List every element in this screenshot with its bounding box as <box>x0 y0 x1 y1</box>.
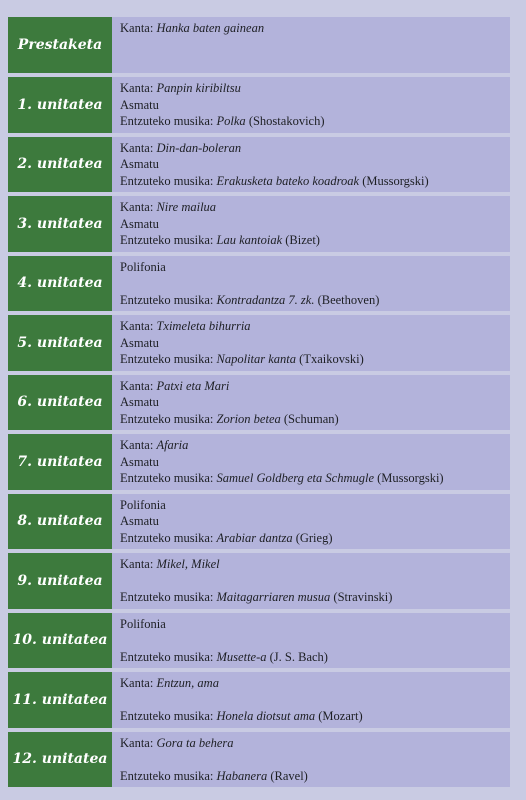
unit-label: 8. unitatea <box>8 494 112 550</box>
content-line: Entzuteko musika: Lau kantoiak (Bizet) <box>120 233 320 247</box>
unit-row <box>8 315 510 371</box>
unit-label: 5. unitatea <box>8 315 112 371</box>
unit-label: 6. unitatea <box>8 375 112 431</box>
unit-content <box>112 315 510 371</box>
unit-content <box>112 256 510 312</box>
unit-label: 1. unitatea <box>8 77 112 133</box>
unit-label: 9. unitatea <box>8 553 112 609</box>
content-line: Entzuteko musika: Musette-a (J. S. Bach) <box>120 649 328 664</box>
unit-content <box>112 17 510 73</box>
unit-label: 11. unitatea <box>8 672 112 728</box>
content-line: Asmatu <box>120 97 159 112</box>
unit-label: 4. unitatea <box>8 256 112 312</box>
content-line <box>120 632 510 649</box>
content-line <box>120 692 510 709</box>
content-line: Kanta: Din-dan-boleran <box>120 140 242 155</box>
content-line: Asmatu <box>120 454 159 469</box>
content-line: Kanta: Patxi eta Mari <box>120 378 230 393</box>
unit-content <box>112 375 510 431</box>
unit-label: 2. unitatea <box>8 137 112 193</box>
unit-content <box>112 137 510 193</box>
content-line: Entzuteko musika: Maitagarriaren musua (Stravinski) <box>120 590 393 604</box>
unit-row <box>8 434 510 490</box>
content-line: Kanta: Nire mailua <box>120 200 217 214</box>
unit-content <box>112 553 510 609</box>
content-line: Entzuteko musika: Honela diotsut ama (Mozart) <box>120 709 363 723</box>
content-line: Entzuteko musika: Erakusketa bateko koadroak (Mussorgski) <box>120 173 429 188</box>
unit-row <box>8 553 510 609</box>
content-line: Kanta: Afaria <box>120 438 189 452</box>
unit-row <box>8 375 510 431</box>
unit-label: 7. unitatea <box>8 434 112 490</box>
unit-label: 12. unitatea <box>8 732 112 788</box>
content-line: Kanta: Gora ta behera <box>120 735 234 750</box>
content-line: Asmatu <box>120 395 159 409</box>
unit-label: Prestaketa <box>8 17 112 73</box>
unit-row <box>8 17 510 73</box>
content-line: Entzuteko musika: Arabiar dantza (Grieg) <box>120 530 333 545</box>
units-table <box>8 17 510 787</box>
unit-content <box>112 613 510 669</box>
unit-content <box>112 77 510 133</box>
content-line: Asmatu <box>120 514 159 528</box>
content-line <box>120 573 510 590</box>
content-line: Entzuteko musika: Habanera (Ravel) <box>120 768 308 783</box>
content-line: Polifonia <box>120 616 166 631</box>
unit-label: 10. unitatea <box>8 613 112 669</box>
unit-content <box>112 672 510 728</box>
content-line: Entzuteko musika: Kontradantza 7. zk. (Beethoven) <box>120 292 380 307</box>
content-line: Entzuteko musika: Samuel Goldberg eta Schmugle (Mussorgski) <box>120 471 444 485</box>
unit-row <box>8 77 510 133</box>
unit-content <box>112 434 510 490</box>
content-line: Kanta: Tximeleta bihurria <box>120 319 251 333</box>
content-line: Entzuteko musika: Polka (Shostakovich) <box>120 114 325 128</box>
content-line <box>120 751 510 768</box>
unit-row <box>8 494 510 550</box>
unit-row <box>8 732 510 788</box>
unit-content <box>112 732 510 788</box>
content-line: Entzuteko musika: Napolitar kanta (Txaikovski) <box>120 352 364 366</box>
content-line: Entzuteko musika: Zorion betea (Schuman) <box>120 411 339 426</box>
content-line: Asmatu <box>120 157 159 171</box>
content-line: Kanta: Entzun, ama <box>120 676 219 690</box>
content-line: Asmatu <box>120 335 159 350</box>
content-line: Polifonia <box>120 259 166 274</box>
content-line <box>120 275 510 292</box>
unit-row <box>8 256 510 312</box>
content-line: Polifonia <box>120 497 166 512</box>
content-line: Kanta: Panpin kiribiltsu <box>120 81 241 95</box>
content-line: Kanta: Mikel, Mikel <box>120 557 220 571</box>
unit-row <box>8 613 510 669</box>
unit-label: 3. unitatea <box>8 196 112 252</box>
unit-content <box>112 196 510 252</box>
unit-content <box>112 494 510 550</box>
content-line: Asmatu <box>120 216 159 231</box>
unit-row <box>8 672 510 728</box>
unit-row <box>8 137 510 193</box>
content-line: Kanta: Hanka baten gainean <box>120 21 265 35</box>
unit-row <box>8 196 510 252</box>
